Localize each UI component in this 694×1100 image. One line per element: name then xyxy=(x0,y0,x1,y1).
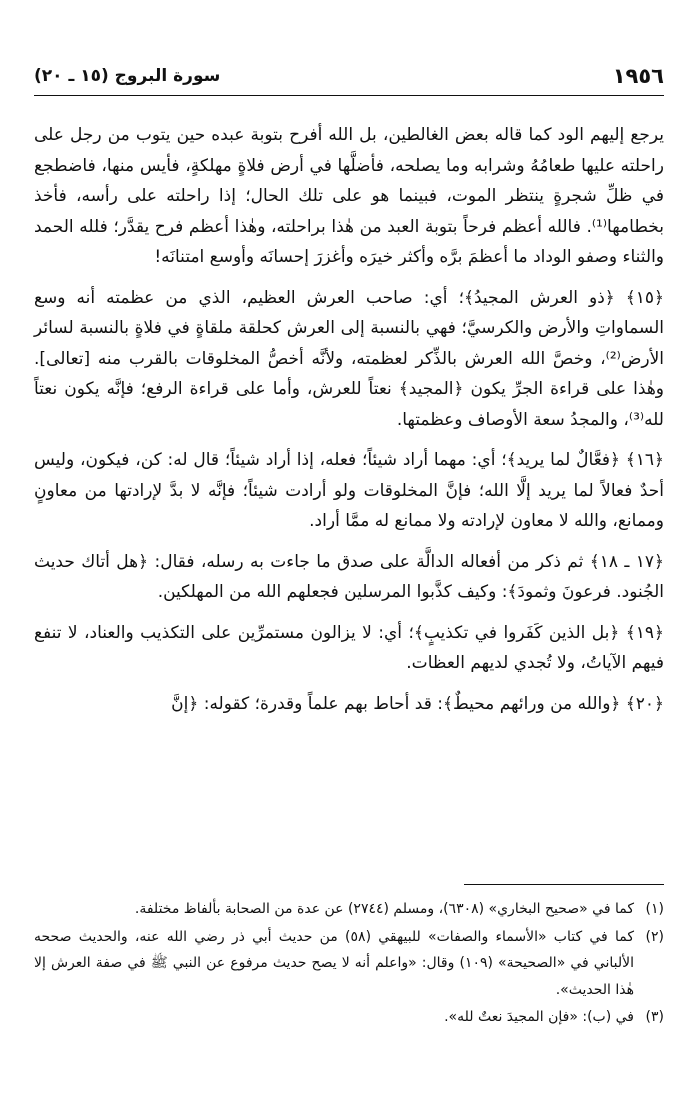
paragraph-verse-16: ﴿١٦﴾ ﴿فعَّالٌ لما يريد﴾؛ أي: مهما أراد شيئاً؛ فعله، إذا أراد شيئاً؛ قال له: كن، فيكون، وليس أحدٌ فعالاً لما يريد إلَّا الله؛ فإنَّ المخلوقات ولو أرادت شيئاً؛ فإنَّه لا بدَّ لإرادتها من معاونٍ وممانع، والله لا معاون لإرادته ولا ممانع له ممَّا أراد. xyxy=(34,450,664,531)
paragraph-verse-20: ﴿٢٠﴾ ﴿والله من ورائهم محيطٌ﴾: قد أحاط بهم علماً وقدرة؛ كقوله: ﴿إنَّ xyxy=(171,693,664,714)
footnote-text: كما في كتاب «الأسماء والصفات» للبيهقي (٥٨) من حديث أبي ذر رضي الله عنه، والحديث صححه الألباني في «الصحيحة» (١٠٩) وقال: «واعلم أنه لا يصح حديث مرفوع عن النبي ﷺ في صفة العرش إلا هٰذا الحديث». xyxy=(34,928,634,998)
footnotes-rule xyxy=(464,884,664,885)
footnote-number: (١) xyxy=(645,901,664,917)
surah-title: سورة البروج (١٥ ـ ٢٠) xyxy=(34,66,221,86)
footnote-number: (٣) xyxy=(645,1009,664,1025)
page-header xyxy=(34,62,664,96)
footnote-text: في (ب): «فإن المجيدَ نعتٌ لله». xyxy=(444,1009,634,1025)
paragraph-intro: يرجع إليهم الود كما قاله بعض الغالطين، بل الله أفرح بتوبة عبده حين يتوب من رجل على راحلته عليها طعامُهُ وشرابه وما يصلحه، فأضلَّها في أرض فلاةٍ مهلكةٍ، فأيس منها، فاضطجع في ظلِّ شجرةٍ ينتظر الموت، فبينما هو على تلك الحال؛ إذا راحلته على رأسه، فأخذ بخطامها⁽¹⁾. فالله أعظم فرحاً بتوبة العبد من هٰذا براحلته، وهٰذا أعظم فرح يقدَّر؛ فلله الحمد والثناء وصفو الوداد ما أعظمَ برَّه وأكثر خيرَه وأغزرَ إحسانَه وأوسع امتنانَه! xyxy=(34,125,664,267)
footnote xyxy=(34,924,664,1004)
main-text xyxy=(34,120,664,729)
paragraph-verse-15: ﴿١٥﴾ ﴿ذو العرش المجيدُ﴾؛ أي: صاحب العرش العظيم، الذي من عظمته أنه وسع السماواتِ والأرض والكرسيَّ؛ فهي بالنسبة إلى العرش كحلقة ملقاةٍ في فلاةٍ بالنسبة لسائر الأرض⁽²⁾، وخصَّ الله العرش بالذِّكر لعظمته، ولأنَّه أخصُّ المخلوقات بالقرب منه [تعالى]. وهٰذا على قراءة الجرِّ يكون ﴿المجيد﴾ نعتاً للعرش، وأما على قراءة الرفع؛ فإنَّه يكون نعتاً لله⁽³⁾، والمجدُ سعة الأوصاف وعظمتها. xyxy=(34,287,664,430)
paragraph-verse-17-18: ﴿١٧ ـ ١٨﴾ ثم ذكر من أفعاله الدالَّة على صدق ما جاءت به رسله، فقال: ﴿هل أتاك حديث الجُنود. فرعونَ وثمودَ﴾: وكيف كذَّبوا المرسلين فجعلهم الله من المهلكين. xyxy=(34,551,664,602)
footnote xyxy=(34,1004,664,1031)
footnote-number: (٢) xyxy=(645,928,664,945)
page-number: ١٩٥٦ xyxy=(612,64,664,88)
footnote xyxy=(34,896,664,923)
paragraph-verse-19: ﴿١٩﴾ ﴿بل الذين كَفَروا في تكذيبٍ﴾؛ أي: لا يزالون مستمرِّين على التكذيب والعناد، لا تنفع فيهم الآياتُ، ولا تُجدي لديهم العظات. xyxy=(34,622,664,673)
footnote-text: كما في «صحيح البخاري» (٦٣٠٨)، ومسلم (٢٧٤٤) عن عدة من الصحابة بألفاظ مختلفة. xyxy=(134,901,634,917)
header-rule xyxy=(34,95,664,96)
footnotes xyxy=(34,896,664,1032)
